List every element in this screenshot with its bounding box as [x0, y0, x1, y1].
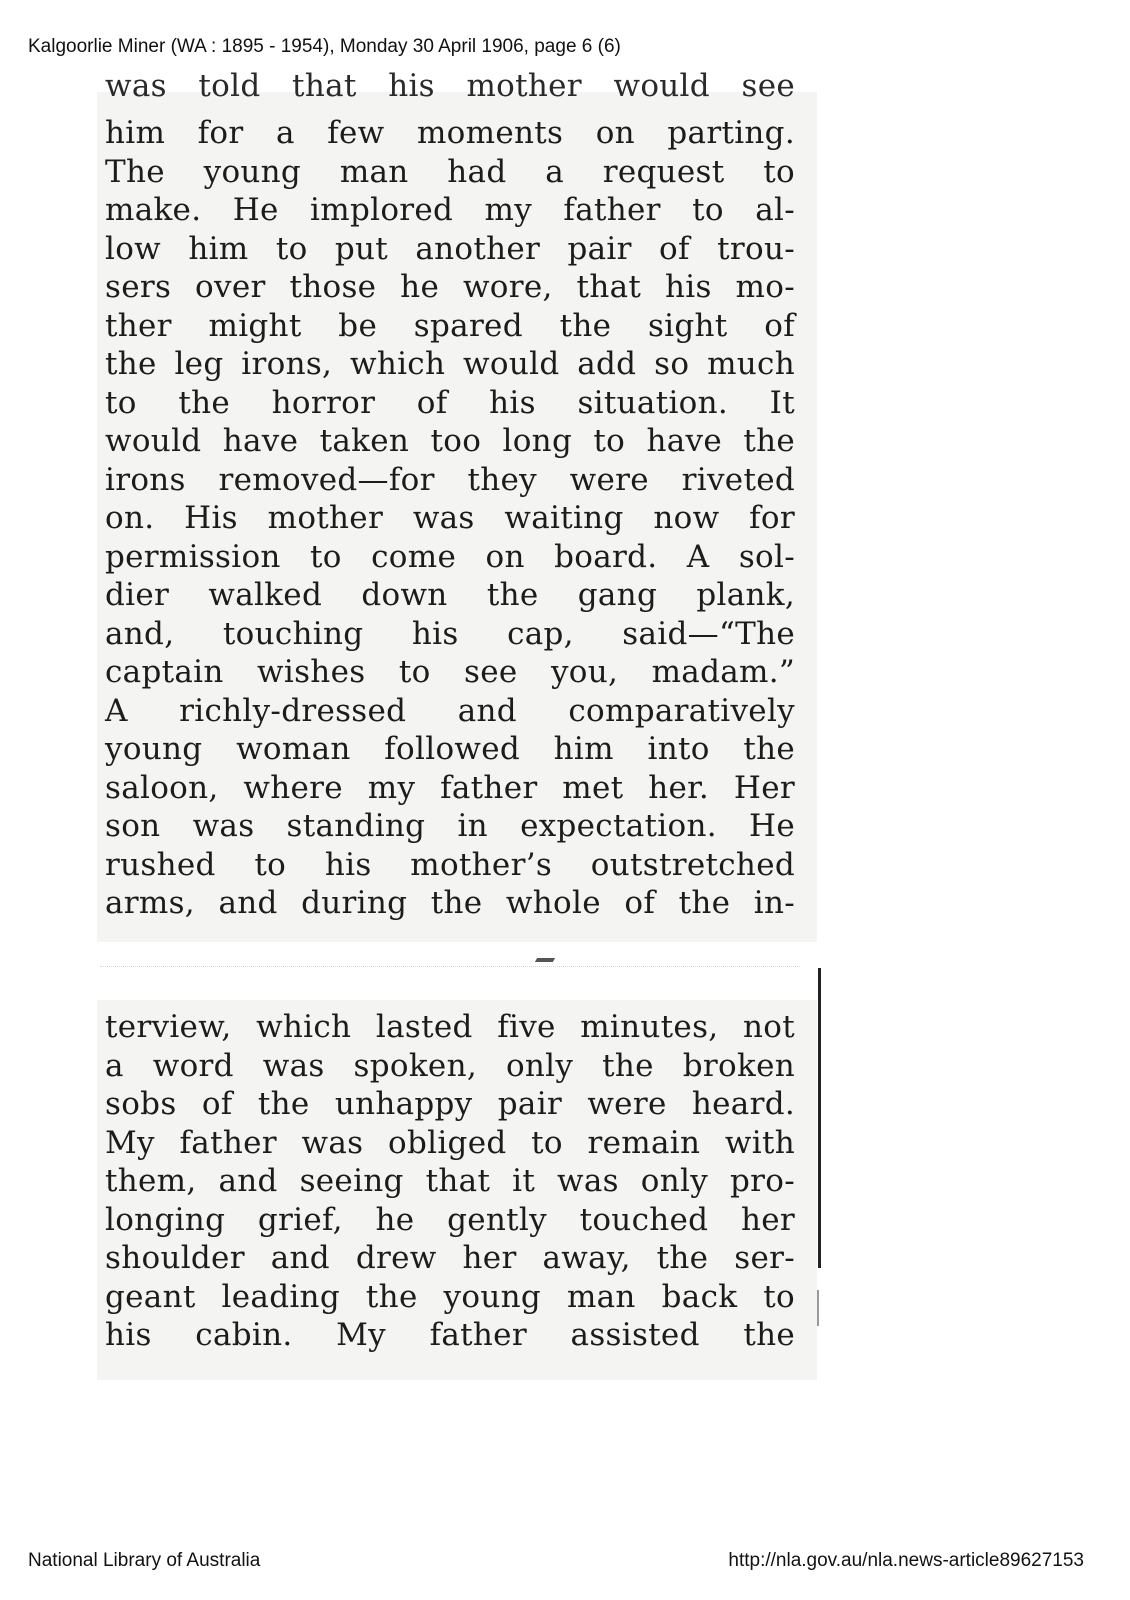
article-line: dier walked down the gang plank,: [105, 577, 795, 613]
column-rule: [818, 968, 821, 1268]
article-line: him for a few moments on parting.: [105, 115, 795, 151]
article-line: and, touching his cap, said—“The: [105, 615, 795, 652]
article-line: A richly-dressed and comparatively: [105, 692, 795, 729]
article-line: make. He implored my father to al-: [105, 192, 795, 228]
article-scan-top: [97, 68, 817, 942]
article-line: them, and seeing that it was only pro-: [105, 1163, 795, 1199]
article-url[interactable]: http://nla.gov.au/nla.news-article89627153: [728, 1550, 1084, 1571]
article-line: to the horror of his situation. It: [105, 384, 795, 421]
article-line: irons removed—for they were riveted: [105, 461, 795, 498]
column-break-divider: [100, 966, 800, 969]
article-line: the leg irons, which would add so much: [105, 346, 795, 382]
article-line: on. His mother was waiting now for: [105, 500, 795, 536]
article-line-partial: was told that his mother would see: [105, 68, 795, 104]
article-line: arms, and during the whole of the in-: [105, 885, 795, 921]
article-line: shoulder and drew her away, the ser-: [105, 1240, 795, 1276]
article-line: geant leading the young man back to: [105, 1278, 795, 1315]
article-line: longing grief, he gently touched her: [105, 1201, 795, 1238]
column-rule-faint: [817, 1290, 819, 1326]
article-line: sers over those he wore, that his mo-: [105, 269, 795, 305]
article-line: low him to put another pair of trou-: [105, 230, 795, 267]
article-line: his cabin. My father assisted the: [105, 1317, 795, 1353]
publisher-footer: National Library of Australia: [28, 1550, 261, 1571]
article-line: saloon, where my father met her. Her: [105, 769, 795, 806]
article-line: terview, which lasted five minutes, not: [105, 1009, 795, 1045]
column-break-mark: [535, 958, 555, 962]
article-line: The young man had a request to: [105, 153, 795, 190]
article-scan-bottom: [97, 1000, 817, 1380]
article-line: permission to come on board. A sol-: [105, 538, 795, 575]
article-line: a word was spoken, only the broken: [105, 1047, 795, 1084]
article-line: captain wishes to see you, madam.”: [105, 654, 795, 690]
article-line: son was standing in expectation. He: [105, 808, 795, 844]
article-line: would have taken too long to have the: [105, 423, 795, 459]
article-line: young woman followed him into the: [105, 731, 795, 767]
citation-header: Kalgoorlie Miner (WA : 1895 - 1954), Monday 30 April 1906, page 6 (6): [28, 36, 621, 57]
article-line: My father was obliged to remain with: [105, 1124, 795, 1161]
article-line: rushed to his mother’s outstretched: [105, 846, 795, 883]
article-line: sobs of the unhappy pair were heard.: [105, 1086, 795, 1122]
article-line: ther might be spared the sight of: [105, 307, 795, 344]
